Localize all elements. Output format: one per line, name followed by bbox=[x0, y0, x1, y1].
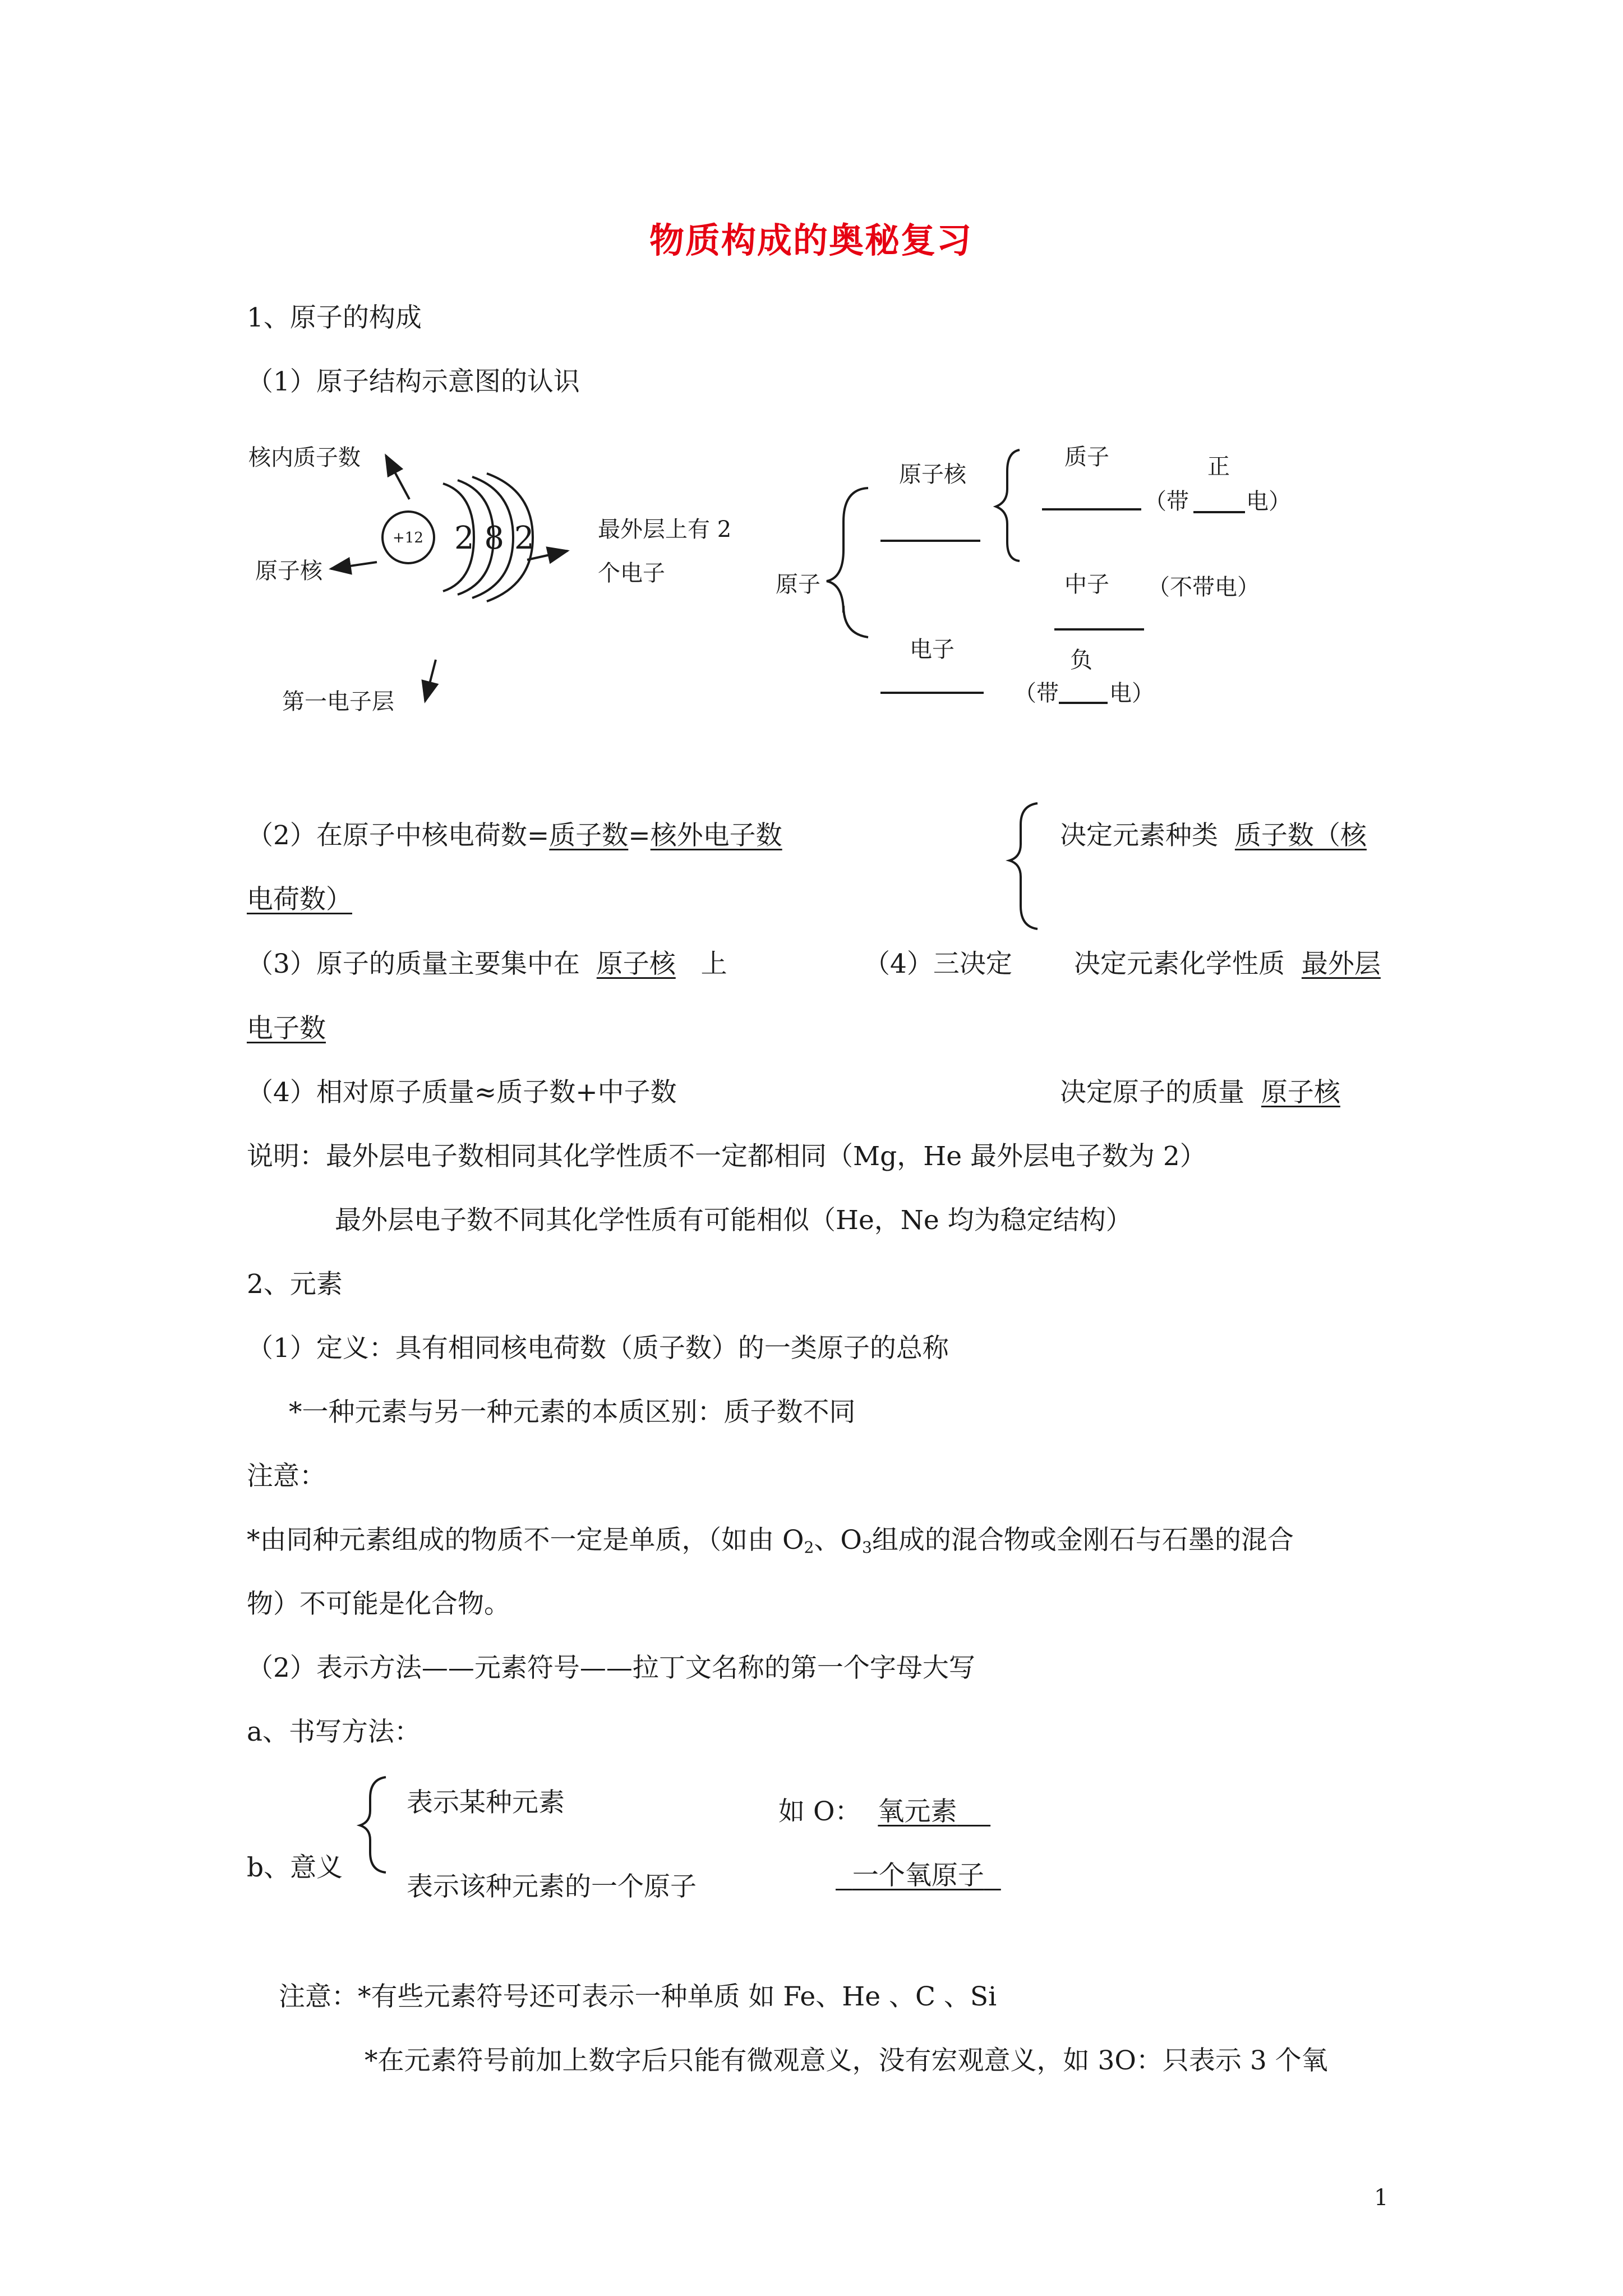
label-proton-count: 核内质子数 bbox=[248, 445, 361, 471]
page-title: 物质构成的奥秘复习 bbox=[649, 220, 973, 261]
tree-charge-open-pos: （带 bbox=[1144, 489, 1189, 514]
mixture-text-c: 组成的混合物或金刚石与石墨的混合 bbox=[872, 1525, 1294, 1556]
example-prefix: 如 O： bbox=[778, 1796, 861, 1827]
arrow-proton bbox=[386, 455, 409, 499]
three-decide: （4）三决定 bbox=[864, 949, 1012, 979]
decide-chem-value: 最外层 bbox=[1301, 949, 1381, 979]
mixture-sub-3: 3 bbox=[861, 1538, 872, 1557]
meaning-label: b、意义 bbox=[247, 1852, 343, 1883]
tree-atom: 原子 bbox=[776, 572, 820, 597]
outer-shell-note-2: 个电子 bbox=[598, 560, 665, 586]
sub3-suffix: 上 bbox=[700, 949, 727, 979]
sub3-line bbox=[247, 951, 727, 977]
decide-kind bbox=[1060, 822, 1367, 849]
tree-nucleus: 原子核 bbox=[899, 462, 966, 487]
sub3-value: 原子核 bbox=[596, 949, 676, 979]
decide-kind-value-2: 电荷数） bbox=[247, 884, 352, 915]
label-nucleus: 原子核 bbox=[255, 558, 322, 584]
example-element: 氧元素 bbox=[878, 1796, 957, 1827]
section-1-heading: 1、原子的构成 bbox=[247, 302, 422, 333]
tree-neutral: （不带电） bbox=[1147, 574, 1260, 600]
arrow-shell bbox=[425, 660, 436, 701]
tree-positive: 正 bbox=[1207, 454, 1230, 480]
decide-chem-label: 决定元素化学性质 bbox=[1074, 949, 1285, 979]
example-line-1 bbox=[778, 1798, 990, 1825]
decide-chem-value-2: 电子数 bbox=[247, 1013, 326, 1044]
decide-mass-value: 原子核 bbox=[1261, 1077, 1340, 1108]
sub2-eq: = bbox=[628, 820, 651, 851]
brace-atom bbox=[827, 488, 868, 637]
note-2: 最外层电子数不同其化学性质有可能相似（He，Ne 均为稳定结构） bbox=[335, 1205, 1132, 1236]
decide-kind-label: 决定元素种类 bbox=[1060, 820, 1218, 851]
mixture-sub-2: 2 bbox=[804, 1538, 814, 1557]
element-definition: （1）定义：具有相同核电荷数（质子数）的一类原子的总称 bbox=[247, 1333, 949, 1364]
sub2-prefix: （2）在原子中核电荷数= bbox=[247, 820, 550, 851]
mixture-line-2: 物）不可能是化合物。 bbox=[247, 1589, 510, 1619]
shell-numbers: 2 8 2 bbox=[454, 520, 534, 556]
sub2-proton: 质子数 bbox=[549, 820, 629, 851]
tree-charge-close-pos: 电） bbox=[1246, 489, 1291, 514]
decide-chem bbox=[1074, 951, 1381, 977]
attention-label: 注意： bbox=[247, 1461, 326, 1492]
mixture-text-b: 、O bbox=[814, 1525, 862, 1556]
nucleus-charge: +12 bbox=[393, 530, 423, 546]
note-micro-meaning: *在元素符号前加上数字后只能有微观意义，没有宏观意义，如 3O：只表示 3 个氧 bbox=[365, 2045, 1328, 2076]
brace-meaning bbox=[360, 1777, 386, 1872]
meaning-2: 表示该种元素的一个原子 bbox=[407, 1871, 697, 1902]
sub4-line: （4）相对原子质量≈质子数+中子数 bbox=[247, 1077, 677, 1108]
section-2-heading: 2、元素 bbox=[247, 1269, 343, 1300]
tree-neutron: 中子 bbox=[1064, 572, 1109, 597]
tree-charge-open-neg: （带 bbox=[1014, 680, 1059, 706]
mixture-text-a: *由同种元素组成的物质不一定是单质，（如由 O bbox=[247, 1525, 804, 1556]
page-number: 1 bbox=[1374, 2185, 1389, 2211]
outer-shell-note-1: 最外层上有 2 bbox=[598, 517, 732, 542]
brace-nucleus bbox=[996, 450, 1020, 561]
meaning-1: 表示某种元素 bbox=[407, 1787, 565, 1818]
decide-kind-value: 质子数（核 bbox=[1234, 820, 1367, 851]
example-atom: 一个氧原子 bbox=[852, 1860, 984, 1891]
arrow-nucleus bbox=[331, 562, 377, 569]
representation: （2）表示方法——元素符号——拉丁文名称的第一个字母大写 bbox=[247, 1653, 975, 1683]
writing-method: a、书写方法： bbox=[247, 1717, 421, 1747]
example-line-2 bbox=[836, 1862, 1001, 1889]
decide-mass-label: 决定原子的质量 bbox=[1060, 1077, 1244, 1108]
tree-charge-close-neg: 电） bbox=[1109, 680, 1154, 706]
tree-negative: 负 bbox=[1070, 647, 1092, 673]
sub2-electron: 核外电子数 bbox=[650, 820, 782, 851]
label-first-shell: 第一电子层 bbox=[282, 689, 394, 715]
decide-mass bbox=[1060, 1079, 1340, 1106]
tree-proton: 质子 bbox=[1064, 444, 1109, 470]
sub2-line bbox=[247, 822, 782, 849]
tree-electron: 电子 bbox=[910, 637, 955, 662]
sub3-prefix: （3）原子的质量主要集中在 bbox=[247, 949, 580, 979]
note-1: 说明：最外层电子数相同其化学性质不一定都相同（Mg，He 最外层电子数为 2） bbox=[247, 1141, 1206, 1172]
brace-three-decide bbox=[1009, 803, 1038, 929]
note-single-substance: 注意：*有些元素符号还可表示一种单质 如 Fe、He 、C 、Si bbox=[279, 1981, 997, 2012]
mixture-line-1 bbox=[247, 1525, 1294, 1557]
subheading-atomic-structure: （1）原子结构示意图的认识 bbox=[247, 366, 580, 397]
element-difference: *一种元素与另一种元素的本质区别：质子数不同 bbox=[289, 1397, 856, 1428]
